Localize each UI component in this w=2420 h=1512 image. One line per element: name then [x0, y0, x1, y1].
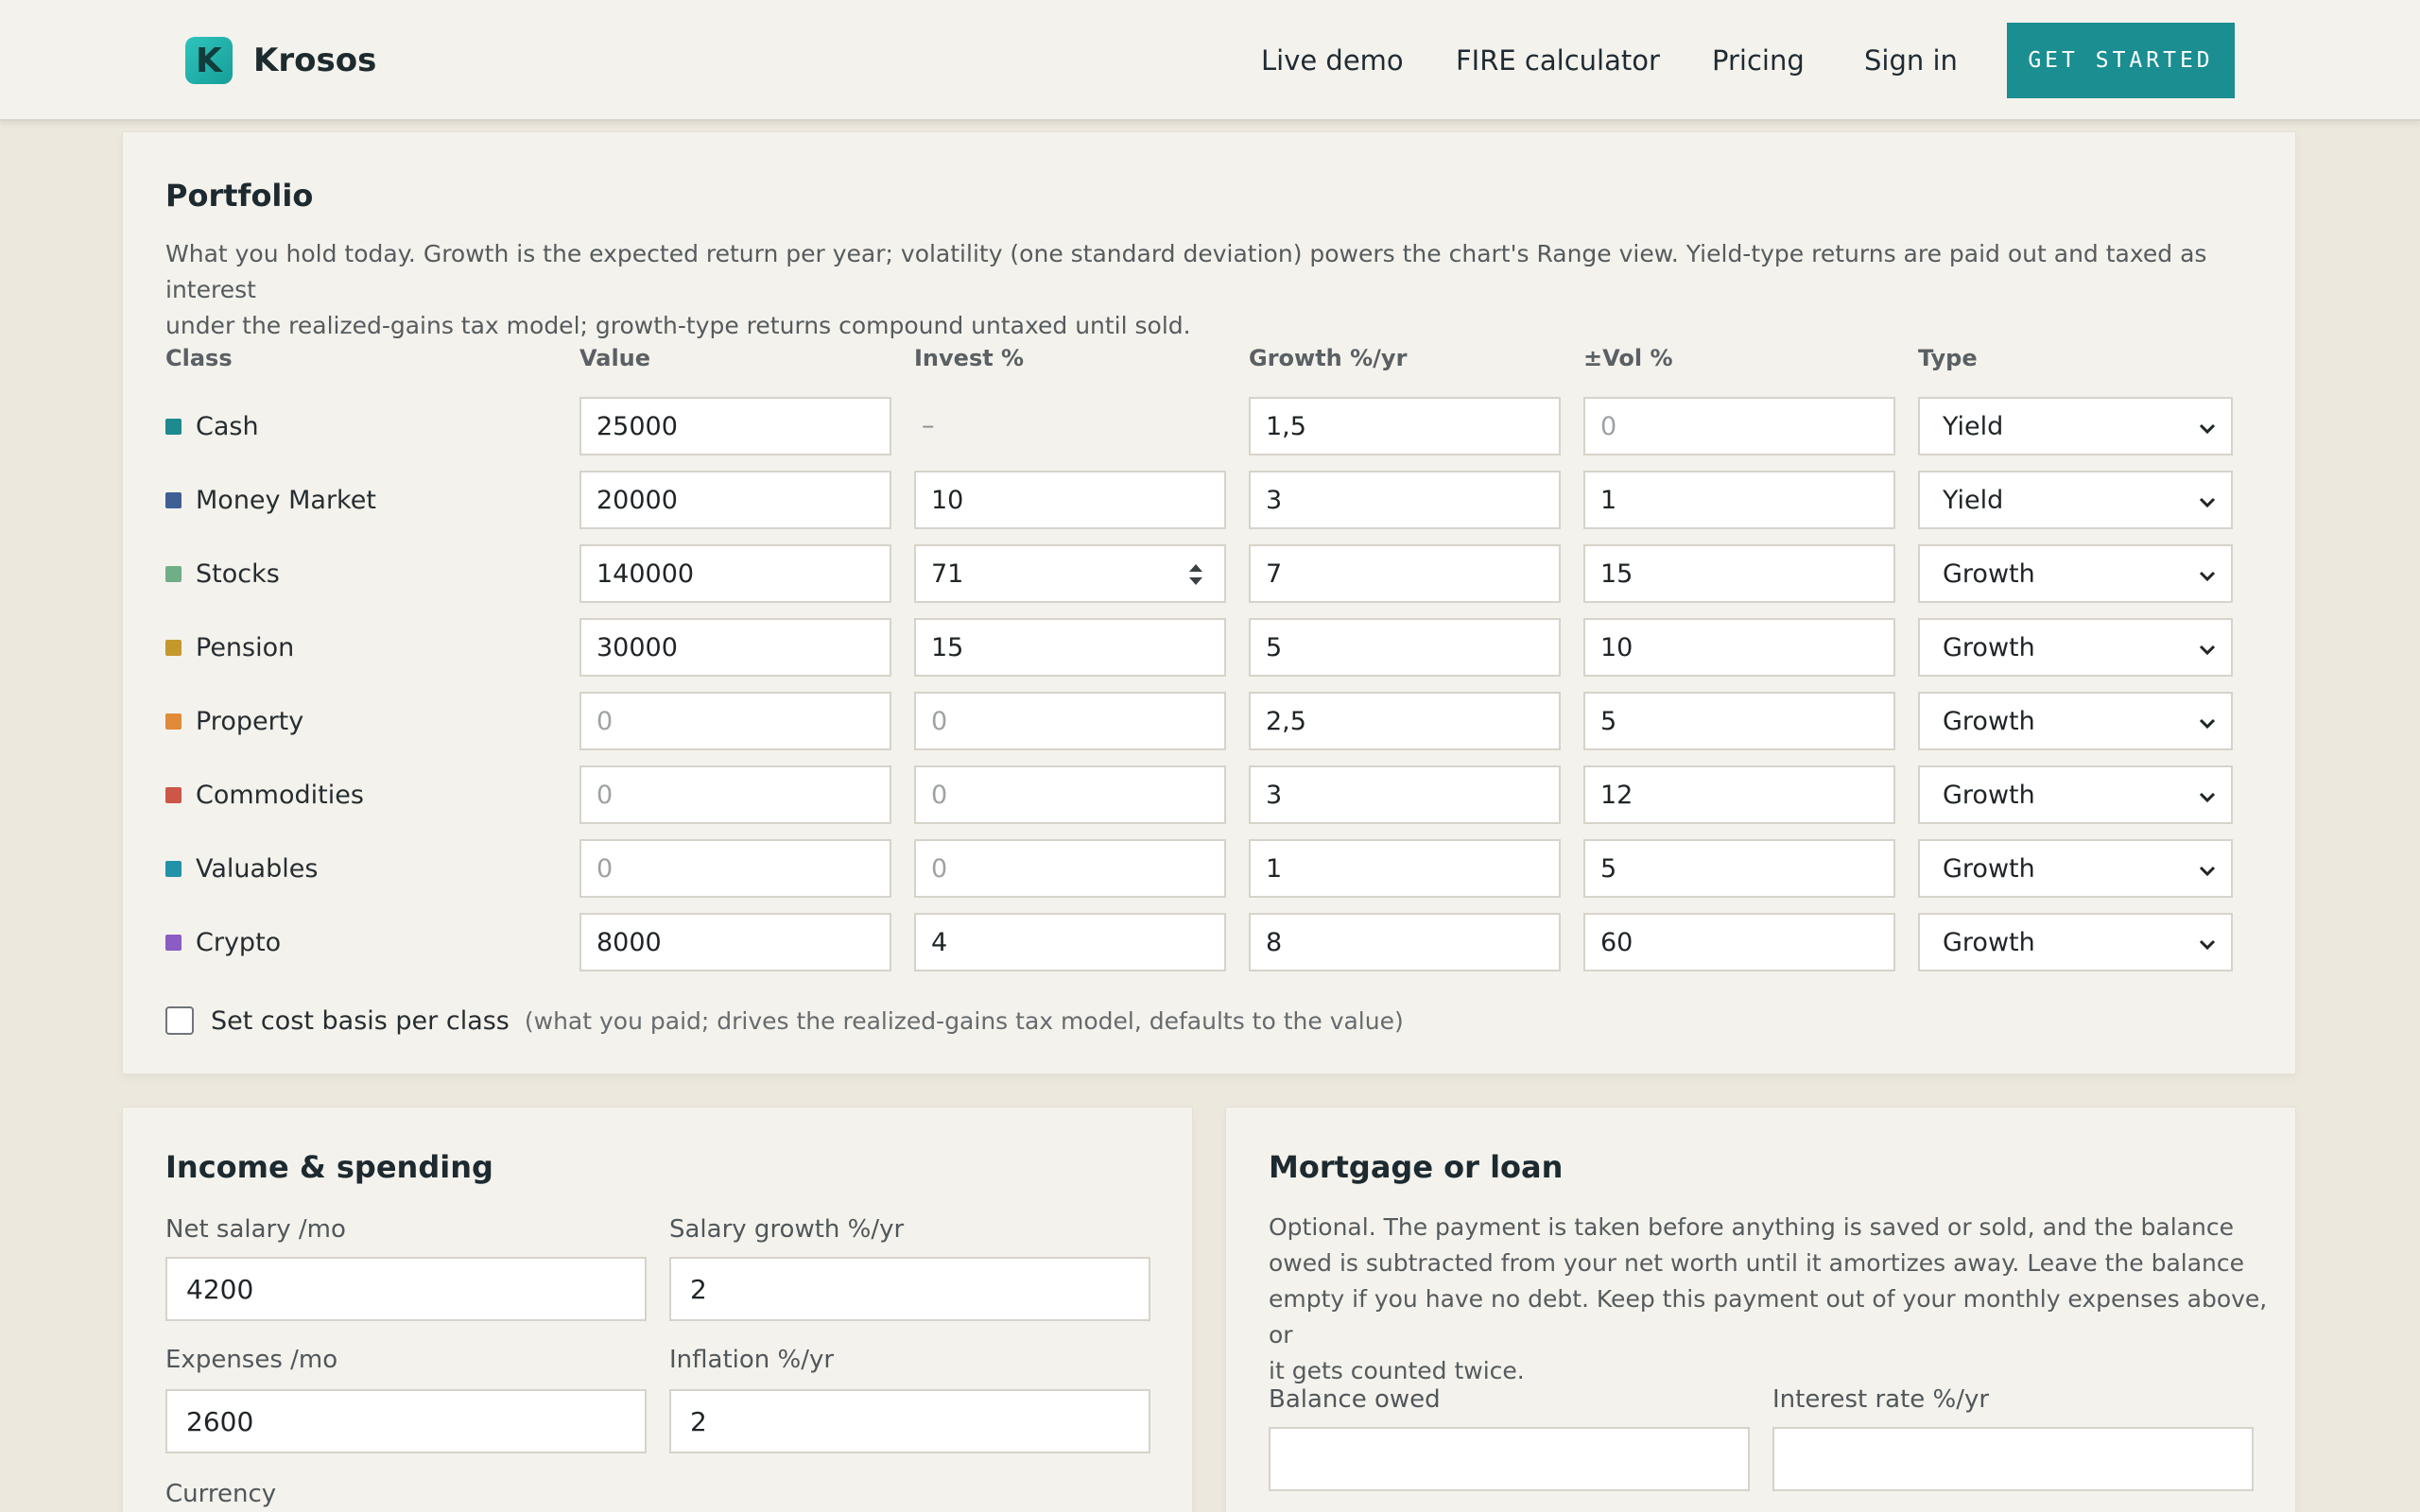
table-row: [123, 544, 2295, 603]
growth-input[interactable]: 2,5: [1249, 692, 1561, 750]
mortgage-description-line-2: owed is subtracted from your net worth until it amortizes away. Leave the balance: [1269, 1249, 2245, 1277]
growth-input[interactable]: 8: [1249, 913, 1561, 971]
growth-input[interactable]: 3: [1249, 471, 1561, 529]
nav-fire-calculator-link[interactable]: FIRE calculator: [1456, 44, 1660, 77]
class-name: Pension: [196, 632, 295, 662]
value-input[interactable]: 30000: [579, 618, 891, 677]
table-row: [123, 839, 2295, 898]
salary-growth-input[interactable]: 2: [669, 1257, 1150, 1321]
value-input[interactable]: 140000: [579, 544, 891, 603]
value-input[interactable]: 25000: [579, 397, 891, 455]
chevron-down-icon: [2197, 786, 2218, 807]
number-spinner-icon[interactable]: [1186, 559, 1205, 590]
type-select[interactable]: [1918, 839, 2233, 898]
class-cell: [165, 618, 294, 677]
chevron-down-icon: [2197, 491, 2218, 512]
brand[interactable]: [185, 38, 376, 83]
cost-basis-label[interactable]: Set cost basis per class: [211, 1005, 510, 1036]
portfolio-description: [165, 236, 2264, 344]
type-select-value: Growth: [1943, 927, 2035, 957]
class-color-swatch: [165, 492, 182, 508]
brand-name: Krosos: [253, 42, 377, 79]
inflation-label: Inflation %/yr: [669, 1346, 835, 1374]
value-input[interactable]: 20000: [579, 471, 891, 529]
growth-input[interactable]: 7: [1249, 544, 1561, 603]
type-select[interactable]: [1918, 618, 2233, 677]
type-select-value: Growth: [1943, 558, 2035, 589]
chevron-down-icon: [2197, 713, 2218, 733]
column-header-type: Type: [1918, 345, 1978, 371]
volatility-input[interactable]: 0: [1583, 397, 1895, 455]
chevron-down-icon: [2197, 639, 2218, 660]
class-name: Money Market: [196, 485, 376, 515]
income-spending-card: [123, 1108, 1192, 1512]
value-input[interactable]: 0: [579, 839, 891, 898]
income-title: Income & spending: [165, 1149, 493, 1185]
growth-input[interactable]: 3: [1249, 765, 1561, 824]
invest-input[interactable]: 0: [914, 692, 1226, 750]
class-color-swatch: [165, 935, 182, 951]
chevron-down-icon: [2197, 860, 2218, 881]
column-header-growth: Growth %/yr: [1249, 345, 1408, 371]
type-select-value: Growth: [1943, 706, 2035, 736]
invest-input[interactable]: 10: [914, 471, 1226, 529]
table-row: [123, 913, 2295, 971]
class-name: Stocks: [196, 558, 280, 589]
currency-label: Currency: [165, 1480, 277, 1508]
invest-input[interactable]: 15: [914, 618, 1226, 677]
volatility-input[interactable]: 1: [1583, 471, 1895, 529]
nav-pricing-link[interactable]: Pricing: [1712, 44, 1805, 77]
class-color-swatch: [165, 713, 182, 730]
class-cell: [165, 397, 259, 455]
mortgage-description-line-1: Optional. The payment is taken before anything is saved or sold, and the balance: [1269, 1213, 2234, 1241]
class-color-swatch: [165, 787, 182, 803]
class-cell: [165, 913, 281, 971]
cost-basis-hint: (what you paid; drives the realized-gains tax model, defaults to the value): [524, 1006, 1404, 1035]
table-row: [123, 397, 2295, 455]
salary-input[interactable]: 4200: [165, 1257, 647, 1321]
class-name: Valuables: [196, 853, 319, 884]
nav-live-demo-link[interactable]: Live demo: [1261, 44, 1404, 77]
nav-sign-in-link[interactable]: Sign in: [1864, 44, 1958, 77]
column-header-volatility: ±Vol %: [1583, 345, 1673, 371]
type-select-value: Growth: [1943, 853, 2035, 884]
type-select-value: Growth: [1943, 780, 2035, 810]
mortgage-description-line-3: empty if you have no debt. Keep this payment out of your monthly expenses above, or: [1269, 1285, 2268, 1349]
volatility-input[interactable]: 5: [1583, 692, 1895, 750]
class-cell: [165, 692, 303, 750]
invest-input[interactable]: 0: [914, 765, 1226, 824]
class-color-swatch: [165, 861, 182, 877]
class-cell: [165, 471, 376, 529]
type-select[interactable]: [1918, 913, 2233, 971]
invest-not-applicable: –: [922, 411, 935, 440]
invest-input[interactable]: 0: [914, 839, 1226, 898]
value-input[interactable]: 8000: [579, 913, 891, 971]
table-row: [123, 471, 2295, 529]
table-row: [123, 765, 2295, 824]
chevron-down-icon: [2197, 934, 2218, 954]
type-select[interactable]: [1918, 397, 2233, 455]
volatility-input[interactable]: 10: [1583, 618, 1895, 677]
interest-rate-input[interactable]: [1772, 1427, 2254, 1491]
value-input[interactable]: 0: [579, 692, 891, 750]
invest-input[interactable]: [914, 544, 1226, 603]
column-header-class: Class: [165, 345, 233, 371]
type-select[interactable]: [1918, 692, 2233, 750]
value-input[interactable]: 0: [579, 765, 891, 824]
volatility-input[interactable]: 15: [1583, 544, 1895, 603]
column-header-value: Value: [579, 345, 651, 371]
salary-growth-label: Salary growth %/yr: [669, 1215, 905, 1244]
type-select[interactable]: [1918, 765, 2233, 824]
growth-input[interactable]: 1,5: [1249, 397, 1561, 455]
column-header-invest: Invest %: [914, 345, 1025, 371]
class-name: Crypto: [196, 927, 282, 957]
class-cell: [165, 765, 364, 824]
class-cell: [165, 839, 318, 898]
top-navigation: [0, 0, 2420, 121]
mortgage-title: Mortgage or loan: [1269, 1149, 1564, 1185]
cost-basis-toggle[interactable]: [165, 1002, 1404, 1040]
type-select-value: Yield: [1943, 485, 2004, 515]
expenses-label: Expenses /mo: [165, 1346, 338, 1374]
class-color-swatch: [165, 640, 182, 656]
volatility-input[interactable]: 12: [1583, 765, 1895, 824]
growth-input[interactable]: 1: [1249, 839, 1561, 898]
growth-input[interactable]: 5: [1249, 618, 1561, 677]
mortgage-description: [1269, 1210, 2271, 1389]
get-started-button[interactable]: GET STARTED: [2007, 23, 2235, 98]
class-cell: [165, 544, 280, 603]
portfolio-card: [123, 132, 2295, 1074]
volatility-input[interactable]: 5: [1583, 839, 1895, 898]
volatility-input[interactable]: 60: [1583, 913, 1895, 971]
class-color-swatch: [165, 566, 182, 582]
table-row: [123, 692, 2295, 750]
portfolio-title: Portfolio: [165, 178, 314, 214]
invest-input-value: 71: [931, 558, 964, 589]
salary-label: Net salary /mo: [165, 1215, 346, 1244]
interest-rate-label: Interest rate %/yr: [1772, 1385, 1990, 1414]
type-select[interactable]: [1918, 544, 2233, 603]
cost-basis-checkbox[interactable]: [165, 1006, 194, 1035]
table-row: [123, 618, 2295, 677]
type-select-value: Yield: [1943, 411, 2004, 441]
type-select[interactable]: [1918, 471, 2233, 529]
class-name: Cash: [196, 411, 259, 441]
inflation-input[interactable]: 2: [669, 1389, 1150, 1453]
chevron-down-icon: [2197, 418, 2218, 438]
class-color-swatch: [165, 419, 182, 435]
type-select-value: Growth: [1943, 632, 2035, 662]
expenses-input[interactable]: 2600: [165, 1389, 647, 1453]
class-name: Commodities: [196, 780, 364, 810]
portfolio-description-line-2: under the realized-gains tax model; growth-type returns compound untaxed until sold.: [165, 312, 1191, 339]
mortgage-description-line-4: it gets counted twice.: [1269, 1357, 1525, 1384]
balance-owed-label: Balance owed: [1269, 1385, 1441, 1414]
mortgage-card: [1226, 1108, 2295, 1512]
portfolio-description-line-1: What you hold today. Growth is the expected return per year; volatility (one standard deviation) powers the chart's Range view. Yield-type returns are paid out and taxed as interest: [165, 240, 2207, 303]
krosos-logo-icon: K: [185, 37, 233, 84]
chevron-down-icon: [2197, 565, 2218, 586]
invest-input[interactable]: 4: [914, 913, 1226, 971]
balance-owed-input[interactable]: [1269, 1427, 1750, 1491]
class-name: Property: [196, 706, 304, 736]
